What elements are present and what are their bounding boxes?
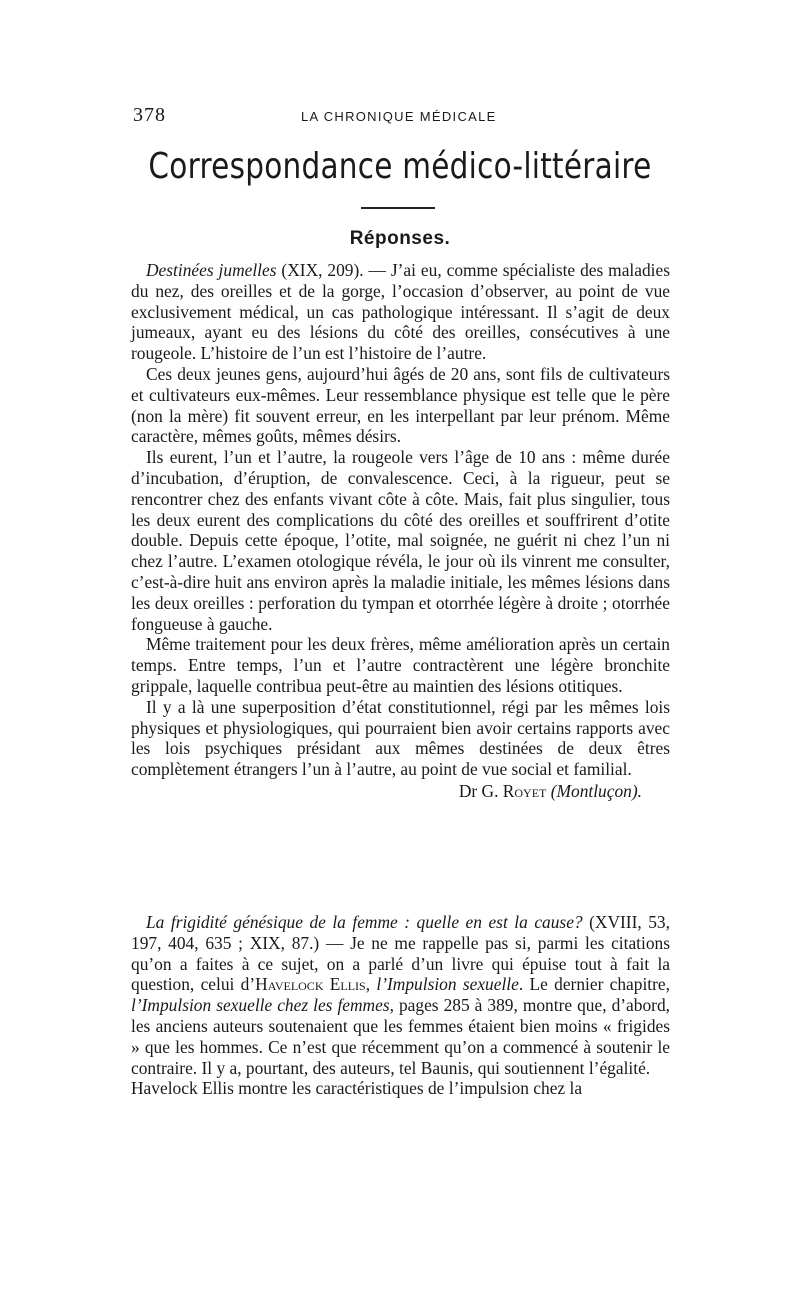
article-destinees-jumelles bbox=[131, 260, 670, 802]
article1-signature bbox=[131, 781, 670, 802]
article-frigidite-genesique bbox=[131, 912, 670, 1099]
article1-paragraph: Ils eurent, l’un et l’autre, la rougeole vers l’âge de 10 ans : même durée d’incubation, d’éruption, de convalescence. Ceci, à la rigueur, peut se rencontrer chez des enfants vivant côte à côte. Mais, fait plus singulier, tous les deux eurent des complications du côté des oreilles et souffrirent d’otite double. Depuis cette époque, l’otite, mal soignée, ne guérit ni chez l’un ni chez l’autre. L’examen otologique révéla, le jour où ils vinrent me consulter, c’est-à-dire huit ans environ après la maladie initiale, les mêmes lésions dans les deux oreilles : perforation du tympan et otorrhée légère à droite ; otorrhée fongueuse à gauche. bbox=[131, 447, 670, 634]
article2-comma: , bbox=[365, 974, 377, 995]
article1-paragraph: Il y a là une superposition d’état constitutionnel, régi par les mêmes lois physiques et physiologiques, qui pourraient bien avoir certains rapports avec les lois psychiques présidant aux mêmes destinées de deux êtres complètement étrangers l’un à l’autre, au point de vue social et familial. bbox=[131, 696, 670, 780]
subheading: Réponses. bbox=[349, 228, 451, 249]
article1-intro-paragraph bbox=[131, 260, 670, 364]
article2-text-a: . Le dernier chapitre, bbox=[518, 974, 670, 995]
article1-intro-text: (XIX, 209). — J’ai eu, comme spécialiste des maladies du nez, des oreilles et de la gorge, l’occasion d’observer, au point de vue exclusivement médical, un cas pathologique intéressant. Il s’agit de deux jumeaux, ayant eu des lésions du côté des oreilles, consécutives à une rougeole. L’histoire de l’un est l’histoire de l’autre. bbox=[131, 260, 670, 364]
title-divider bbox=[361, 207, 435, 209]
chapter-title: l’Impulsion sexuelle chez les femmes bbox=[131, 995, 390, 1016]
page-number: 378 bbox=[133, 104, 166, 126]
article2-text-b: , pages 285 à 389, montre que, d’abord, les anciens auteurs soutenaient que les femmes étaient bien moins « frigides » que les hommes. Ce n’est que récemment qu’on a commencé à soutenir le contraire. Il y a, pourtant, des auteurs, tel Baunis, qui soutiennent l’égalité. bbox=[131, 995, 671, 1078]
article1-title: Destinées jumelles bbox=[146, 260, 277, 280]
article2-intro-paragraph bbox=[131, 912, 670, 1078]
signature-name: Royet bbox=[502, 780, 547, 801]
article2-title: La frigidité génésique de la femme : quelle en est la cause? bbox=[146, 912, 583, 932]
running-header bbox=[133, 104, 671, 130]
section-title: Correspondance médico-littéraire bbox=[148, 146, 652, 187]
article1-paragraph: Ces deux jeunes gens, aujourd’hui âgés de 20 ans, sont fils de cultivateurs et cultivateurs eux-mêmes. Leur ressemblance physique est telle que le père (non la mère) fit souvent erreur, en les interpellant par leur prénom. Même caractère, mêmes goûts, mêmes désirs. bbox=[131, 363, 670, 447]
article2-reference: (XVIII, 53, 197, 404, 635 ; XIX, 87.) — Je ne me rappelle pas si, parmi les citations qu’on a faites à ce sujet, on a parlé d’un livre qui épuise tout à fait la question, celui d’ bbox=[131, 912, 670, 995]
journal-title: LA CHRONIQUE MÉDICALE bbox=[301, 109, 497, 124]
author-name: Havelock Ellis bbox=[255, 974, 366, 995]
signature-place: (Montluçon). bbox=[546, 780, 642, 801]
article1-paragraph: Même traitement pour les deux frères, même amélioration après un certain temps. Entre temps, l’un et l’autre contractèrent une légère bronchite grippale, laquelle contribua peut-être au maintien des lésions otitiques. bbox=[131, 634, 670, 696]
book-title: l’Impulsion sexuelle bbox=[376, 974, 519, 995]
signature-prefix: Dr G. bbox=[458, 780, 503, 801]
article2-paragraph: Havelock Ellis montre les caractéristiques de l’impulsion chez la bbox=[131, 1078, 583, 1099]
